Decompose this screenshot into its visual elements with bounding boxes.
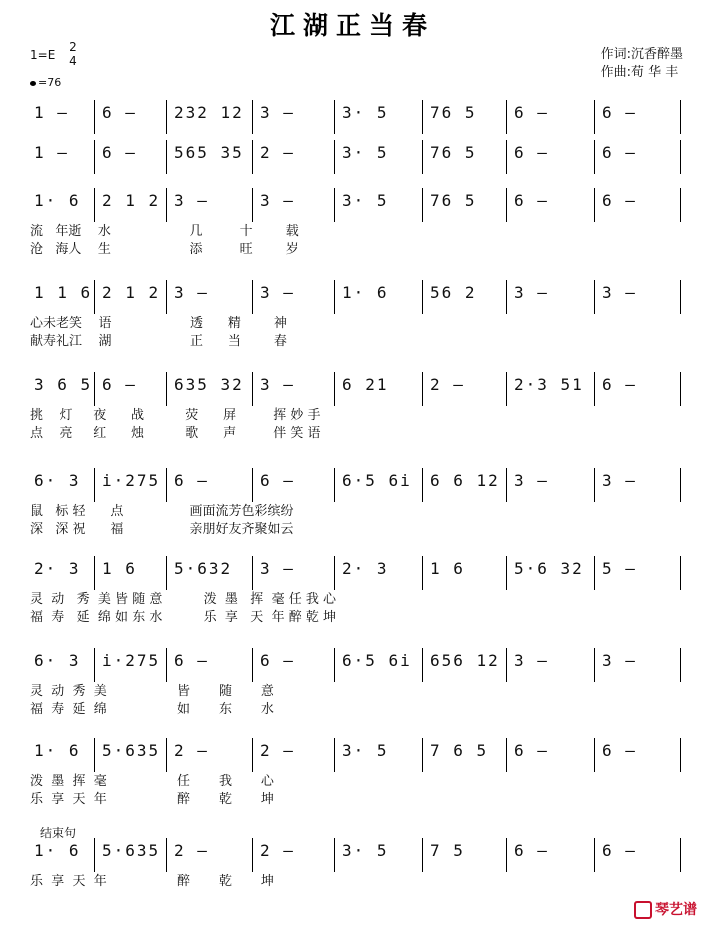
barline	[594, 280, 595, 314]
measure: 3 –	[260, 559, 295, 578]
measure: 76 5	[430, 191, 477, 210]
measure: i·275	[102, 651, 161, 670]
barline	[594, 468, 595, 502]
measure: 2 1 2	[102, 283, 161, 302]
measure: 76 5	[430, 143, 477, 162]
measure: 76 5	[430, 103, 477, 122]
notes-line	[30, 280, 685, 314]
barline	[94, 838, 95, 872]
barline	[680, 100, 681, 134]
barline	[594, 556, 595, 590]
measure: 1· 6	[34, 841, 81, 860]
barline	[594, 372, 595, 406]
barline	[252, 738, 253, 772]
barline	[252, 100, 253, 134]
barline	[94, 100, 95, 134]
measure: 56 2	[430, 283, 477, 302]
notes-line	[30, 648, 685, 682]
barline	[334, 100, 335, 134]
score-row	[30, 280, 685, 349]
measure: 6 6 12	[430, 471, 500, 490]
score-row	[30, 140, 685, 174]
measure: 6·5 6i	[342, 471, 412, 490]
barline	[680, 280, 681, 314]
logo-icon	[634, 901, 652, 919]
barline	[680, 556, 681, 590]
measure: 1· 6	[34, 741, 81, 760]
notes-line	[30, 140, 685, 174]
notes-line	[30, 100, 685, 134]
measure: 2 1 2	[102, 191, 161, 210]
measure: 2 –	[430, 375, 465, 394]
measure: 2 –	[174, 841, 209, 860]
barline	[94, 738, 95, 772]
logo-text: 琴艺谱	[655, 902, 697, 918]
barline	[506, 280, 507, 314]
measure: 6· 3	[34, 651, 81, 670]
barline	[166, 556, 167, 590]
barline	[506, 100, 507, 134]
measure: 1· 6	[34, 191, 81, 210]
barline	[422, 372, 423, 406]
measure: 6 –	[602, 375, 637, 394]
measure: 6 –	[602, 841, 637, 860]
measure: 3 6 5	[34, 375, 93, 394]
barline	[680, 738, 681, 772]
measure: 6 –	[602, 143, 637, 162]
end-section-label: 结束句	[40, 826, 77, 840]
measure: 656 12	[430, 651, 500, 670]
measure: 2· 3	[34, 559, 81, 578]
barline	[166, 468, 167, 502]
barline	[252, 468, 253, 502]
measure: 3 –	[602, 651, 637, 670]
barline	[252, 648, 253, 682]
measure: i·275	[102, 471, 161, 490]
barline	[334, 838, 335, 872]
barline	[422, 738, 423, 772]
measure: 3 –	[260, 375, 295, 394]
lyricist-credit: 作词:沉香醉墨	[600, 47, 683, 62]
measure: 635 32	[174, 375, 244, 394]
measure: 3 –	[174, 191, 209, 210]
tempo-marking	[30, 76, 61, 89]
barline	[252, 372, 253, 406]
score-row	[30, 556, 685, 625]
measure: 5·6 32	[514, 559, 584, 578]
barline	[422, 100, 423, 134]
measure: 2 –	[260, 143, 295, 162]
barline	[506, 372, 507, 406]
lyric-line: 心未老笑 语 透 精 神	[30, 316, 287, 331]
barline	[334, 468, 335, 502]
measure: 3· 5	[342, 841, 389, 860]
barline	[166, 140, 167, 174]
barline	[94, 468, 95, 502]
measure: 3 –	[514, 471, 549, 490]
score-row	[30, 100, 685, 134]
measure: 1 –	[34, 103, 69, 122]
measure: 6 –	[174, 651, 209, 670]
measure: 2 –	[260, 741, 295, 760]
barline	[252, 556, 253, 590]
measure: 6 21	[342, 375, 389, 394]
measure: 6 –	[514, 841, 549, 860]
measure: 6 –	[102, 103, 137, 122]
measure: 2 –	[174, 741, 209, 760]
barline	[166, 738, 167, 772]
measure: 1 6	[102, 559, 137, 578]
barline	[422, 648, 423, 682]
barline	[334, 738, 335, 772]
tempo-value: =76	[38, 76, 62, 89]
measure: 1 1 6	[34, 283, 93, 302]
lyric-line: 鼠 标 轻 点 画面流芳色彩缤纷	[30, 504, 294, 519]
measure: 6 –	[602, 191, 637, 210]
barline	[506, 648, 507, 682]
barline	[506, 556, 507, 590]
time-signature	[66, 40, 80, 68]
barline	[506, 468, 507, 502]
barline	[94, 556, 95, 590]
measure: 5 –	[602, 559, 637, 578]
measure: 1· 6	[342, 283, 389, 302]
score-row	[30, 468, 685, 537]
time-signature-numerator: 2	[69, 40, 77, 54]
barline	[680, 648, 681, 682]
barline	[422, 280, 423, 314]
quarter-note-icon	[30, 81, 36, 86]
barline	[594, 838, 595, 872]
measure: 6 –	[514, 191, 549, 210]
barline	[594, 100, 595, 134]
barline	[166, 372, 167, 406]
barline	[334, 280, 335, 314]
measure: 5·635	[102, 841, 161, 860]
barline	[166, 100, 167, 134]
measure: 3· 5	[342, 103, 389, 122]
measure: 3 –	[602, 283, 637, 302]
barline	[334, 188, 335, 222]
notes-line	[30, 372, 685, 406]
barline	[166, 188, 167, 222]
barline	[680, 468, 681, 502]
barline	[422, 140, 423, 174]
measure: 2· 3	[342, 559, 389, 578]
measure: 6· 3	[34, 471, 81, 490]
score-row	[30, 188, 685, 257]
measure: 3 –	[174, 283, 209, 302]
barline	[94, 280, 95, 314]
score-row	[30, 838, 685, 889]
measure: 1 –	[34, 143, 69, 162]
barline	[594, 140, 595, 174]
barline	[94, 140, 95, 174]
barline	[252, 188, 253, 222]
measure: 232 12	[174, 103, 244, 122]
measure: 6 –	[102, 143, 137, 162]
barline	[680, 372, 681, 406]
lyric-line: 流 年逝 水 几 十 载	[30, 224, 299, 239]
composer-credit: 作曲:荀 华 丰	[600, 65, 679, 80]
barline	[506, 188, 507, 222]
lyric-line: 点 亮 红 烛 歌 声 伴 笑 语	[30, 426, 321, 441]
measure: 3 –	[260, 191, 295, 210]
time-signature-denominator: 4	[69, 54, 77, 68]
lyric-line: 灵 动 秀 美 皆 随 意	[30, 684, 274, 699]
notes-line	[30, 738, 685, 772]
barline	[334, 372, 335, 406]
site-logo	[634, 899, 697, 919]
barline	[252, 838, 253, 872]
barline	[506, 838, 507, 872]
barline	[94, 372, 95, 406]
lyric-line: 挑 灯 夜 战 荧 屏 挥 妙 手	[30, 408, 321, 423]
measure: 1 6	[430, 559, 465, 578]
score-row	[30, 738, 685, 807]
barline	[422, 468, 423, 502]
measure: 6 –	[514, 741, 549, 760]
barline	[166, 280, 167, 314]
barline	[594, 188, 595, 222]
lyric-line: 乐 享 天 年 醉 乾 坤	[30, 792, 274, 807]
credits	[601, 46, 683, 82]
barline	[166, 648, 167, 682]
score-row	[30, 372, 685, 441]
measure: 3· 5	[342, 741, 389, 760]
barline	[334, 140, 335, 174]
measure: 7 5	[430, 841, 465, 860]
lyric-line: 福 寿 延 绵 如 东 水	[30, 702, 274, 717]
measure: 3 –	[514, 651, 549, 670]
measure: 3 –	[514, 283, 549, 302]
measure: 3· 5	[342, 143, 389, 162]
measure: 3 –	[260, 103, 295, 122]
key-signature: 1=E	[30, 48, 56, 62]
lyric-line: 灵 动 秀 美 皆 随 意 泼 墨 挥 毫 任 我 心	[30, 592, 336, 607]
measure: 6 –	[602, 103, 637, 122]
barline	[252, 140, 253, 174]
lyric-line: 福 寿 延 绵 如 东 水 乐 享 天 年 醉 乾 坤	[30, 610, 336, 625]
barline	[680, 838, 681, 872]
measure: 2·3 51	[514, 375, 584, 394]
score-row	[30, 648, 685, 717]
measure: 6·5 6i	[342, 651, 412, 670]
page-title: 江湖正当春	[269, 11, 435, 40]
measure: 565 35	[174, 143, 244, 162]
lyric-line: 深 深 祝 福 亲朋好友齐聚如云	[30, 522, 294, 537]
measure: 3· 5	[342, 191, 389, 210]
barline	[594, 648, 595, 682]
notes-line	[30, 188, 685, 222]
lyric-line: 乐 享 天 年 醉 乾 坤	[30, 874, 274, 889]
barline	[252, 280, 253, 314]
barline	[94, 648, 95, 682]
measure: 5·635	[102, 741, 161, 760]
measure: 6 –	[260, 471, 295, 490]
barline	[334, 648, 335, 682]
barline	[594, 738, 595, 772]
measure: 2 –	[260, 841, 295, 860]
barline	[680, 140, 681, 174]
barline	[506, 140, 507, 174]
measure: 7 6 5	[430, 741, 489, 760]
measure: 3 –	[602, 471, 637, 490]
barline	[506, 738, 507, 772]
measure: 6 –	[602, 741, 637, 760]
barline	[422, 188, 423, 222]
lyric-line: 献寿礼江 湖 正 当 春	[30, 334, 287, 349]
barline	[680, 188, 681, 222]
barline	[422, 556, 423, 590]
measure: 6 –	[514, 103, 549, 122]
measure: 6 –	[514, 143, 549, 162]
measure: 6 –	[174, 471, 209, 490]
notes-line	[30, 838, 685, 872]
measure: 5·632	[174, 559, 233, 578]
barline	[334, 556, 335, 590]
notes-line	[30, 468, 685, 502]
notes-line	[30, 556, 685, 590]
barline	[422, 838, 423, 872]
lyric-line: 泼 墨 挥 毫 任 我 心	[30, 774, 274, 789]
barline	[166, 838, 167, 872]
barline	[94, 188, 95, 222]
lyric-line: 沧 海人 生 添 旺 岁	[30, 242, 299, 257]
measure: 6 –	[102, 375, 137, 394]
measure: 3 –	[260, 283, 295, 302]
measure: 6 –	[260, 651, 295, 670]
